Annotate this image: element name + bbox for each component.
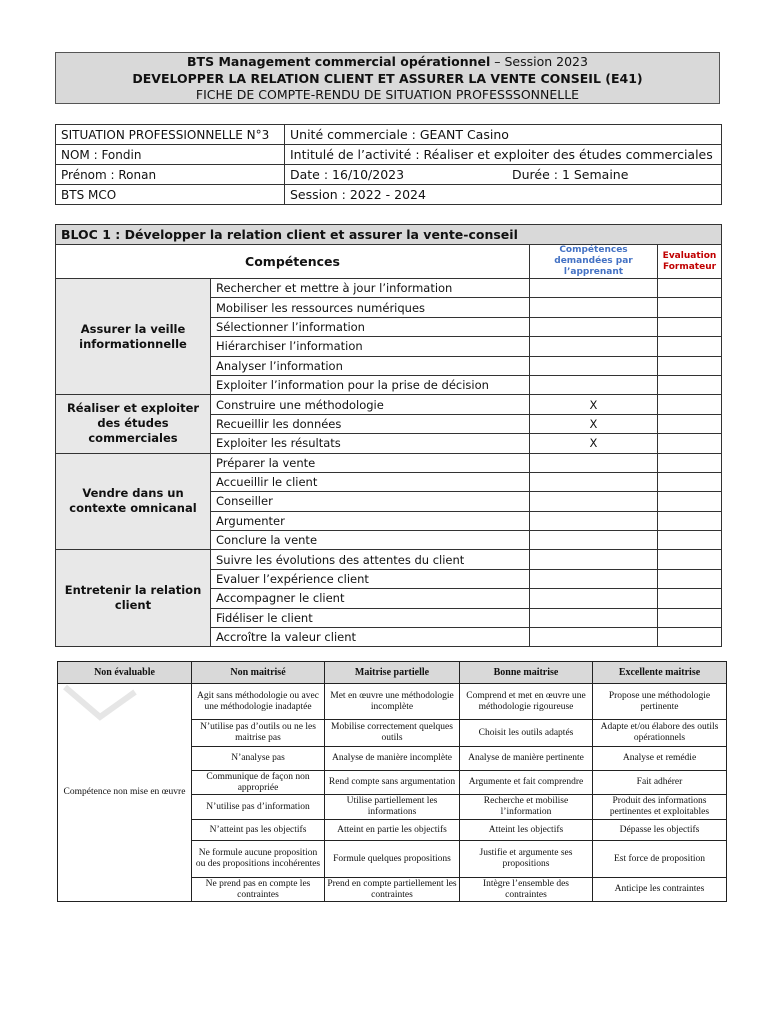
competence-group: Assurer la veille informationnelle [56,279,211,395]
not-evaluable-cell: Compétence non mise en œuvre [58,684,192,902]
competence-label: Exploiter les résultats [211,434,530,453]
evaluation-cell [658,279,722,298]
competence-label: Construire une méthodologie [211,395,530,414]
grid-cell: N’analyse pas [192,747,325,771]
competence-label: Recueillir les données [211,414,530,433]
evaluation-cell [658,531,722,550]
grid-cell: Met en œuvre une méthodologie incomplète [325,684,460,720]
competence-label: Sélectionner l’information [211,317,530,336]
grid-cell: Comprend et met en œuvre une méthodologie rigoureuse [460,684,593,720]
evaluation-cell [658,434,722,453]
competence-group: Entretenir la relation client [56,550,211,647]
grid-cell: Atteint les objectifs [460,820,593,841]
grid-cell: Intègre l’ensemble des contraintes [460,878,593,902]
grid-cell: Est force de proposition [593,841,727,878]
evaluation-cell [658,472,722,491]
requested-mark [530,279,658,298]
competence-label: Conseiller [211,492,530,511]
info-row [56,125,722,145]
evaluation-cell [658,453,722,472]
requested-mark [530,569,658,588]
requested-mark: X [530,395,658,414]
evaluation-cell [658,317,722,336]
situation-number: SITUATION PROFESSIONNELLE N°3 [56,125,285,145]
grid-header: Non évaluable [58,662,192,684]
requested-mark [530,356,658,375]
competence-label: Accueillir le client [211,472,530,491]
situation-info-table [55,124,722,205]
grid-cell: Analyse et remédie [593,747,727,771]
info-row [56,145,722,165]
grid-cell: Rend compte sans argumentation [325,771,460,795]
grid-cell: Ne prend pas en compte les contraintes [192,878,325,902]
evaluation-grid [57,661,727,902]
requested-mark [530,589,658,608]
grid-cell: N’utilise pas d’information [192,795,325,820]
grid-cell: Argumente et fait comprendre [460,771,593,795]
info-row [56,165,722,185]
session-years: Session : 2022 - 2024 [285,185,722,205]
competence-row [56,395,722,414]
grid-cell: Fait adhérer [593,771,727,795]
requested-mark [530,492,658,511]
student-lastname: NOM : Fondin [56,145,285,165]
evaluation-cell [658,337,722,356]
grid-cell: Agit sans méthodologie ou avec une méthodologie inadaptée [192,684,325,720]
competence-group: Vendre dans un contexte omnicanal [56,453,211,550]
grid-cell: Propose une méthodologie pertinente [593,684,727,720]
competence-label: Exploiter l’information pour la prise de décision [211,375,530,394]
evaluation-cell [658,492,722,511]
evaluation-cell [658,511,722,530]
requested-mark [530,628,658,647]
grid-cell: Analyse de manière incomplète [325,747,460,771]
competences-column-header: Compétences [56,245,530,279]
competence-label: Analyser l’information [211,356,530,375]
grid-cell: Produit des informations pertinentes et exploitables [593,795,727,820]
header-line-3: FICHE DE COMPTE-RENDU DE SITUATION PROFESSSONNELLE [195,87,580,102]
grid-cell: Analyse de manière pertinente [460,747,593,771]
competence-label: Accompagner le client [211,589,530,608]
grid-header: Maitrise partielle [325,662,460,684]
competence-label: Mobiliser les ressources numériques [211,298,530,317]
diploma: BTS MCO [56,185,285,205]
grid-cell: Prend en compte partiellement les contraintes [325,878,460,902]
grid-cell: Dépasse les objectifs [593,820,727,841]
competence-label: Accroître la valeur client [211,628,530,647]
competence-label: Préparer la vente [211,453,530,472]
header-line-2: DEVELOPPER LA RELATION CLIENT ET ASSURER LA VENTE CONSEIL (E41) [132,70,643,86]
requested-mark [530,453,658,472]
grid-cell: Mobilise correctement quelques outils [325,720,460,747]
evaluation-cell [658,569,722,588]
evaluation-cell [658,628,722,647]
requested-mark [530,337,658,356]
requested-mark: X [530,434,658,453]
competence-label: Rechercher et mettre à jour l’information [211,279,530,298]
requested-mark [530,472,658,491]
grid-cell: Atteint en partie les objectifs [325,820,460,841]
requested-mark [530,608,658,627]
info-row [56,185,722,205]
competence-label: Hiérarchiser l’information [211,337,530,356]
evaluation-cell [658,395,722,414]
activity-title: Intitulé de l’activité : Réaliser et exploiter des études commerciales [285,145,722,165]
competence-label: Conclure la vente [211,531,530,550]
evaluation-column-header: Evaluation Formateur [658,245,722,279]
grid-cell: N’atteint pas les objectifs [192,820,325,841]
requested-mark [530,298,658,317]
grid-header: Bonne maitrise [460,662,593,684]
requested-mark [530,531,658,550]
competence-group: Réaliser et exploiter des études commerciales [56,395,211,453]
grid-cell: Formule quelques propositions [325,841,460,878]
grid-header: Non maitrisé [192,662,325,684]
grid-cell: Ne formule aucune proposition ou des propositions incohérentes [192,841,325,878]
evaluation-cell [658,414,722,433]
bloc-title: BLOC 1 : Développer la relation client et assurer la vente-conseil [56,225,722,245]
requested-mark [530,375,658,394]
competences-table [55,224,722,647]
requested-mark [530,317,658,336]
grid-cell: N’utilise pas d’outils ou ne les maitrise pas [192,720,325,747]
student-firstname: Prénom : Ronan [56,165,285,185]
competence-row [56,279,722,298]
grid-cell: Utilise partiellement les informations [325,795,460,820]
header-line-1: BTS Management commercial opérationnel – Session 2023 [187,54,588,69]
evaluation-cell [658,375,722,394]
evaluation-cell [658,298,722,317]
requested-mark [530,550,658,569]
grid-cell: Justifie et argumente ses propositions [460,841,593,878]
grid-header: Excellente maitrise [593,662,727,684]
evaluation-cell [658,589,722,608]
competence-label: Fidéliser le client [211,608,530,627]
evaluation-cell [658,608,722,627]
grid-cell: Choisit les outils adaptés [460,720,593,747]
competence-label: Suivre les évolutions des attentes du client [211,550,530,569]
competence-row [56,550,722,569]
grid-row [58,684,727,720]
evaluation-cell [658,356,722,375]
requested-column-header: Compétences demandées par l’apprenant [530,245,658,279]
activity-duration: Durée : 1 Semaine [512,167,629,182]
grid-cell: Adapte et/ou élabore des outils opérationnels [593,720,727,747]
document-header [55,52,720,104]
commercial-unit: Unité commerciale : GEANT Casino [285,125,722,145]
competence-row [56,453,722,472]
activity-date: Date : 16/10/2023 [290,167,405,182]
requested-mark [530,511,658,530]
grid-cell: Communique de façon non appropriée [192,771,325,795]
grid-cell: Anticipe les contraintes [593,878,727,902]
evaluation-cell [658,550,722,569]
competence-label: Evaluer l’expérience client [211,569,530,588]
requested-mark: X [530,414,658,433]
grid-cell: Recherche et mobilise l’information [460,795,593,820]
competence-label: Argumenter [211,511,530,530]
